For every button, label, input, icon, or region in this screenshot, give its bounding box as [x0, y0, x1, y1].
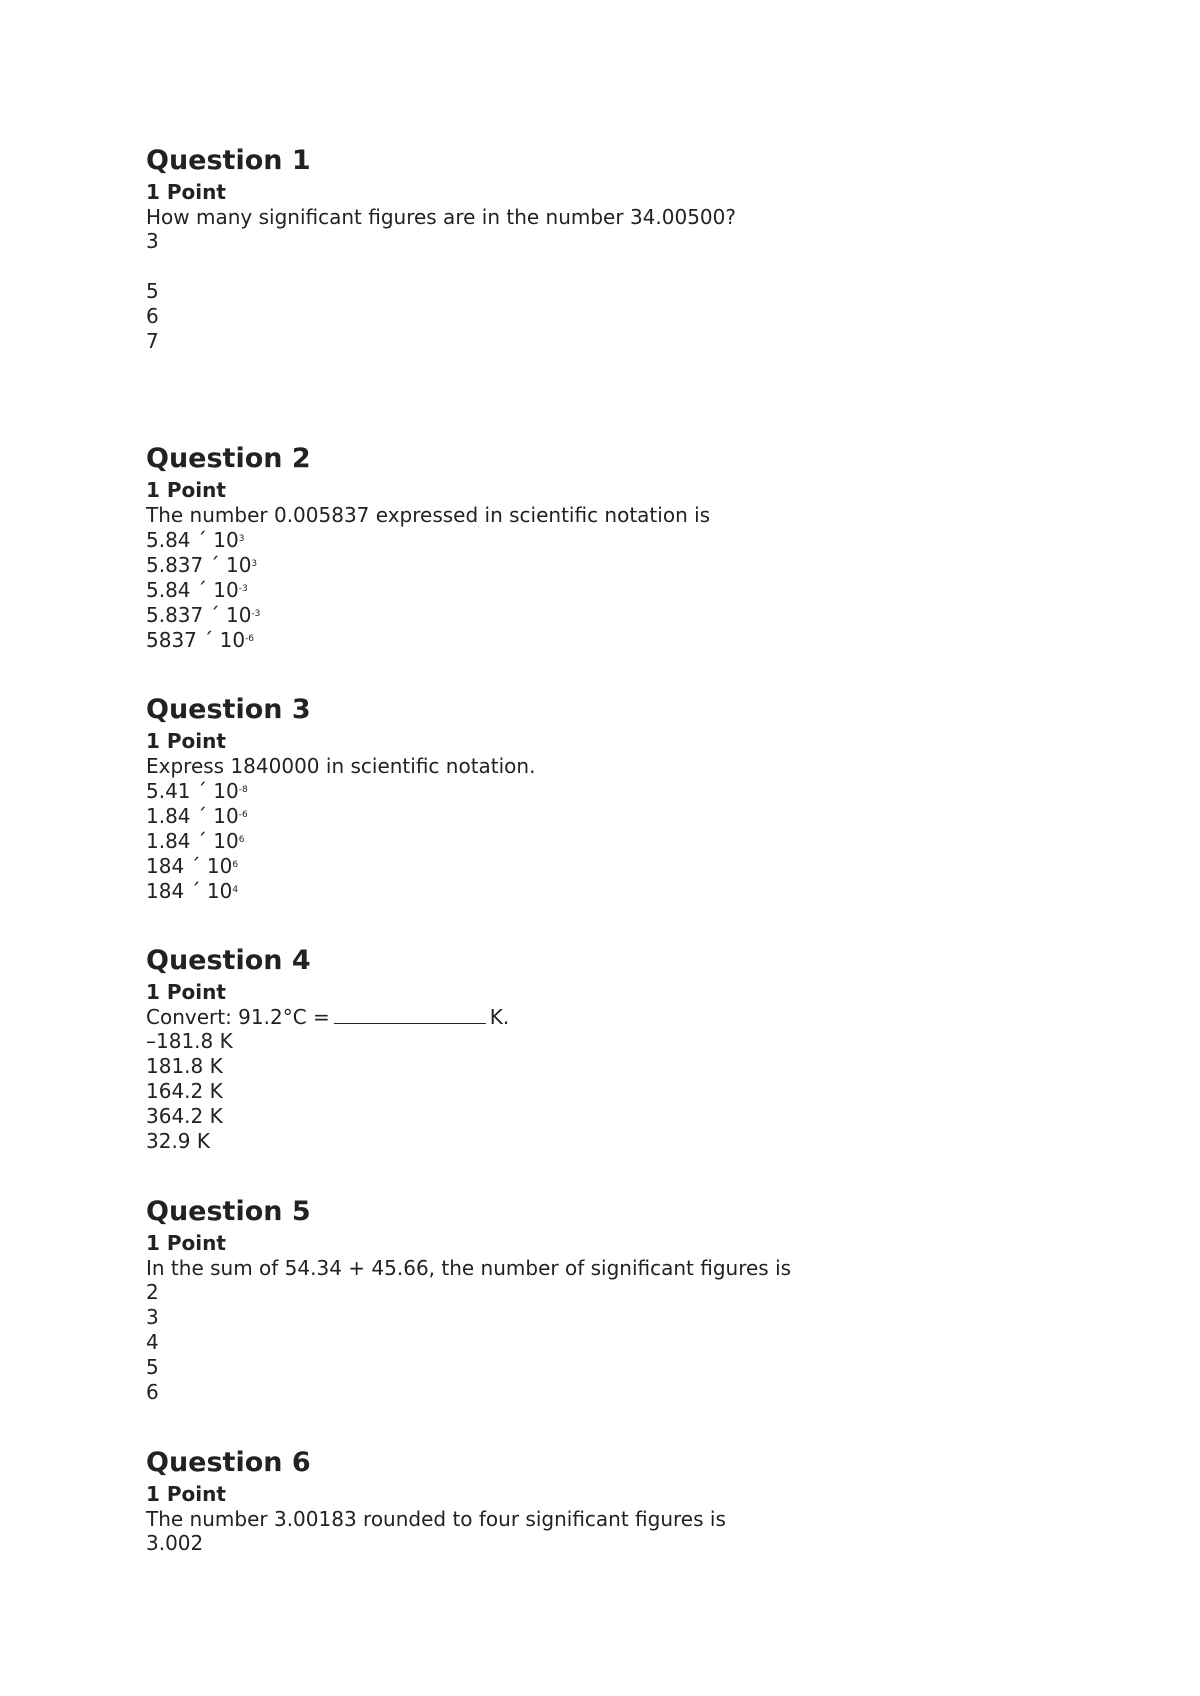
- option-base: 5.837 ´ 10: [146, 553, 252, 577]
- question-points: 1 Point: [146, 1482, 226, 1506]
- option-exponent: -8: [238, 785, 248, 795]
- prompt-after: K.: [489, 1005, 510, 1029]
- answer-option[interactable]: [146, 577, 1146, 602]
- answer-option[interactable]: [146, 602, 1146, 627]
- answer-option[interactable]: [146, 527, 1146, 552]
- option-base: 184 ´ 10: [146, 854, 233, 878]
- question-title: Question 2: [146, 443, 311, 474]
- question-title: Question 3: [146, 694, 311, 725]
- answer-option[interactable]: 7: [146, 329, 159, 353]
- answer-blank-line: [334, 1005, 486, 1024]
- answer-option[interactable]: 164.2 K: [146, 1079, 223, 1103]
- option-base: 1.84 ´ 10: [146, 804, 239, 828]
- option-exponent: -6: [245, 634, 255, 644]
- question-prompt: How many significant figures are in the number 34.00500?: [146, 205, 736, 229]
- answer-option[interactable]: [146, 803, 1146, 828]
- answer-option[interactable]: 3: [146, 229, 159, 253]
- question-title: Question 1: [146, 145, 311, 176]
- answer-option[interactable]: 6: [146, 1380, 159, 1404]
- answer-option[interactable]: [146, 778, 1146, 803]
- option-base: 5.84 ´ 10: [146, 528, 239, 552]
- answer-option[interactable]: –181.8 K: [146, 1029, 233, 1053]
- question-prompt: In the sum of 54.34 + 45.66, the number of significant figures is: [146, 1256, 792, 1280]
- prompt-before: Convert: 91.2°C =: [146, 1005, 330, 1029]
- question-prompt: [146, 1005, 1146, 1029]
- question-points: 1 Point: [146, 1231, 226, 1255]
- answer-option[interactable]: [146, 254, 1146, 279]
- option-base: 184 ´ 10: [146, 879, 233, 903]
- answer-option[interactable]: 6: [146, 304, 159, 328]
- question-prompt: Express 1840000 in scientific notation.: [146, 754, 536, 778]
- option-base: 5.837 ´ 10: [146, 603, 252, 627]
- answer-option[interactable]: [146, 878, 1146, 903]
- question-points: 1 Point: [146, 980, 226, 1004]
- question-prompt: The number 0.005837 expressed in scientific notation is: [146, 503, 711, 527]
- answer-option[interactable]: 364.2 K: [146, 1104, 223, 1128]
- answer-option[interactable]: 3: [146, 1305, 159, 1329]
- question-6: [146, 1445, 1146, 1556]
- question-title: Question 5: [146, 1196, 311, 1227]
- option-exponent: 3: [251, 559, 258, 569]
- option-base: 5.84 ´ 10: [146, 578, 239, 602]
- answer-option[interactable]: 181.8 K: [146, 1054, 223, 1078]
- question-title: Question 6: [146, 1447, 311, 1478]
- question-4: [146, 943, 1146, 1154]
- option-exponent: 6: [232, 860, 239, 870]
- option-base: 5.41 ´ 10: [146, 779, 239, 803]
- answer-option[interactable]: [146, 853, 1146, 878]
- option-base: 5837 ´ 10: [146, 628, 246, 652]
- question-points: 1 Point: [146, 180, 226, 204]
- answer-option[interactable]: [146, 552, 1146, 577]
- answer-option[interactable]: 5: [146, 279, 159, 303]
- question-2: [146, 441, 1146, 652]
- answer-option[interactable]: 2: [146, 1280, 159, 1304]
- question-title: Question 4: [146, 945, 311, 976]
- option-exponent: -3: [251, 609, 261, 619]
- answer-option[interactable]: [146, 627, 1146, 652]
- answer-option[interactable]: 5: [146, 1355, 159, 1379]
- answer-option[interactable]: 3.002: [146, 1531, 204, 1555]
- option-exponent: 3: [238, 534, 245, 544]
- option-exponent: -6: [238, 810, 248, 820]
- question-3: [146, 692, 1146, 903]
- answer-option[interactable]: [146, 828, 1146, 853]
- question-1: [146, 143, 1146, 354]
- option-exponent: 4: [232, 885, 239, 895]
- option-exponent: 6: [238, 835, 245, 845]
- answer-option[interactable]: 32.9 K: [146, 1129, 211, 1153]
- question-points: 1 Point: [146, 729, 226, 753]
- option-base: 1.84 ´ 10: [146, 829, 239, 853]
- question-points: 1 Point: [146, 478, 226, 502]
- question-prompt: The number 3.00183 rounded to four significant figures is: [146, 1507, 726, 1531]
- answer-option[interactable]: 4: [146, 1330, 159, 1354]
- question-5: [146, 1194, 1146, 1405]
- option-exponent: -3: [238, 584, 248, 594]
